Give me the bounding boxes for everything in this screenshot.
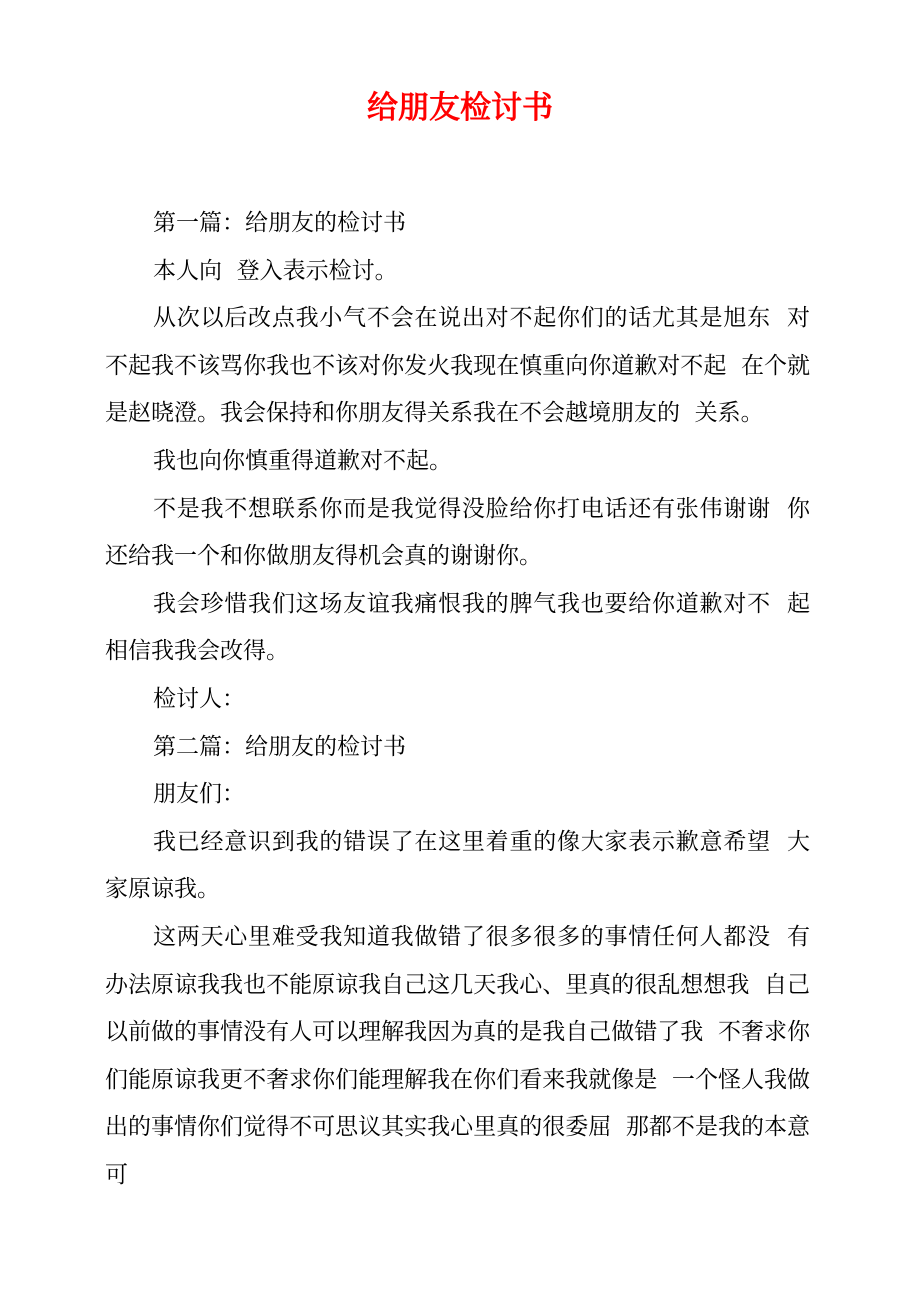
paragraph: 从次以后改点我小气不会在说出对不起你们的话尤其是旭东 对不起我不该骂你我也不该对你发火我现在慎重向你道歉对不起 在个就是赵晓澄。我会保持和你朋友得关系我在不会越境朋友的 关系。 <box>105 305 810 427</box>
paragraph-part1-heading: 第一篇：给朋友的检讨书 <box>153 210 406 236</box>
paragraph-signature: 检讨人： <box>153 685 245 712</box>
paragraph: 我会珍惜我们这场友谊我痛恨我的脾气我也要给你道歉对不 起相信我我会改得。 <box>105 590 810 665</box>
paragraph: 不是我不想联系你而是我觉得没脸给你打电话还有张伟谢谢 你还给我一个和你做朋友得机会真的谢谢你。 <box>105 495 810 570</box>
document-title: 给朋友检讨书 <box>367 90 553 126</box>
paragraph: 我已经意识到我的错误了在这里着重的像大家表示歉意希望 大家原谅我。 <box>105 828 810 903</box>
paragraph-part2-heading: 第二篇：给朋友的检讨书 <box>153 733 406 760</box>
paragraph-salutation: 朋友们： <box>153 781 245 808</box>
paragraph: 我也向你慎重得道歉对不起。 <box>153 447 452 474</box>
paragraph: 这两天心里难受我知道我做错了很多很多的事情任何人都没 有办法原谅我我也不能原谅我自己这几天我心、里真的很乱想想我 自己以前做的事情没有人可以理解我因为真的是我自己做错了我 不奢求你们能原谅我更不奢求你们能理解我在你们看来我就像是 一个怪人我做出的事情你们觉得不可思议其实我心里真的很委屈 那都不是我的本意可 <box>105 923 810 1188</box>
document-body <box>105 200 810 1199</box>
paragraph: 本人向 登入表示检讨。 <box>153 257 398 284</box>
